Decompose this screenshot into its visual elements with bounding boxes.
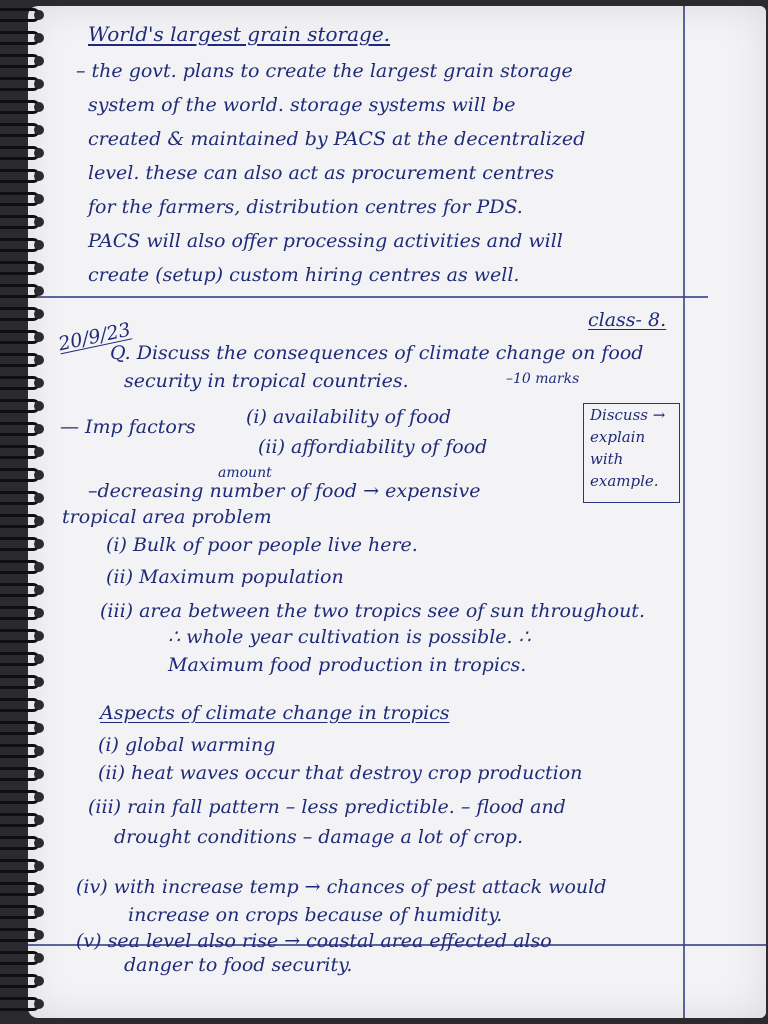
binding-hole [34,884,44,894]
binding-hole [34,263,44,273]
binding-hole [34,470,44,480]
box-line: with [590,450,624,468]
marks: –10 marks [506,371,580,387]
binding-hole [34,171,44,181]
imp-factors-label: — Imp factors [60,416,196,438]
para-line: created & maintained by PACS at the decentralized [88,128,586,150]
binding-hole [34,378,44,388]
binding-hole [34,700,44,710]
binding-hole [34,930,44,940]
binding-hole [34,654,44,664]
amount-insert: amount [218,465,272,481]
aspect-point: (ii) heat waves occur that destroy crop production [98,762,583,784]
factor-item: (i) availability of food [246,406,452,428]
margin-line [683,6,685,1018]
question-line: security in tropical countries. [124,370,409,392]
binding-hole [34,608,44,618]
binding-hole [34,79,44,89]
tropical-point: (iii) area between the two tropics see of sun throughout. [100,600,645,622]
note-box [583,403,680,503]
binding-hole [34,976,44,986]
aspect-point: danger to food security. [124,954,353,976]
binding-hole [34,217,44,227]
binding-hole [34,102,44,112]
binding-hole [34,332,44,342]
tropical-point: ∴ whole year cultivation is possible. ∴ [168,626,531,648]
aspect-point: (i) global warming [98,734,276,756]
binding-hole [34,148,44,158]
section-divider [28,296,708,298]
para-line: level. these can also act as procurement centres [88,162,555,184]
binding-hole [34,447,44,457]
aspect-point: drought conditions – damage a lot of crop. [114,826,523,848]
box-line: example. [590,472,659,490]
binding-hole [34,861,44,871]
binding-hole [34,562,44,572]
binding-hole [34,424,44,434]
para-line: PACS will also offer processing activities and will [88,230,563,252]
factor-item: (ii) affordiability of food [258,436,488,458]
page-title: World's largest grain storage. [88,22,391,46]
binding-hole [34,56,44,66]
binding-hole [34,355,44,365]
aspect-point: (iv) with increase temp → chances of pest attack would [76,876,607,898]
aspect-point: (v) sea level also rise → coastal area effected also [76,930,552,952]
para-line: – the govt. plans to create the largest grain storage [76,60,573,82]
binding-hole [34,953,44,963]
para-line: create (setup) custom hiring centres as well. [88,264,520,286]
tropical-point: (i) Bulk of poor people live here. [106,534,418,556]
tropical-point: (ii) Maximum population [106,566,344,588]
binding-hole [34,401,44,411]
para-line: system of the world. storage systems will be [88,94,516,116]
binding-hole [34,999,44,1009]
binding-hole [34,33,44,43]
binding-hole [34,194,44,204]
binding-hole [34,815,44,825]
binding-hole [34,769,44,779]
aspect-point: increase on crops because of humidity. [128,904,503,926]
binding-hole [34,539,44,549]
tropical-point: Maximum food production in tropics. [168,654,527,676]
aspect-point: (iii) rain fall pattern – less predictible. – flood and [88,796,566,818]
binding-hole [34,838,44,848]
binding-hole [34,585,44,595]
binding-hole [34,516,44,526]
para-line: for the farmers, distribution centres for PDS. [88,196,523,218]
binding-hole [34,631,44,641]
binding-hole [34,792,44,802]
binding-hole [34,10,44,20]
notebook-page [28,6,766,1018]
binding-hole [34,309,44,319]
problem-line: tropical area problem [62,506,272,528]
class-label: class- 8. [588,309,667,331]
box-line: Discuss → [590,406,666,424]
date: 20/9/23 [56,318,133,356]
binding-hole [34,125,44,135]
binding-hole [34,493,44,503]
aspects-heading: Aspects of climate change in tropics [100,702,450,724]
binding-hole [34,677,44,687]
binding-hole [34,286,44,296]
binding-hole [34,723,44,733]
binding-hole [34,907,44,917]
binding-hole [34,240,44,250]
question-line: Q. Discuss the consequences of climate change on food [110,342,644,364]
decreasing-line: –decreasing number of food → expensive [88,480,481,502]
binding-hole [34,746,44,756]
box-line: explain [590,428,646,446]
